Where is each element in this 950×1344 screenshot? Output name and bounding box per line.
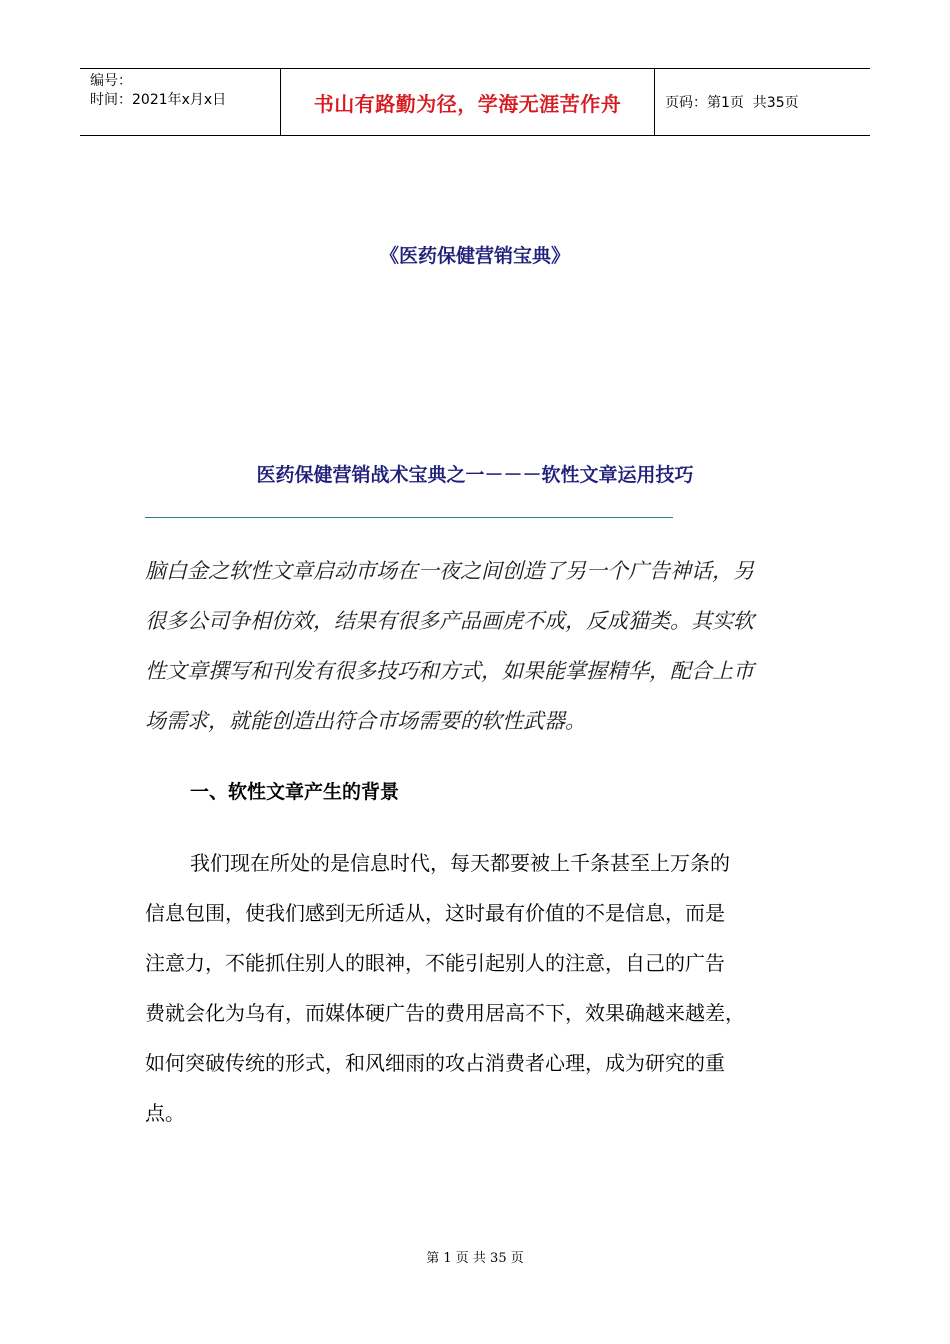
title-underline [145, 517, 673, 518]
header-page-cell [655, 69, 870, 135]
intro-paragraph [145, 546, 805, 746]
header-motto-cell [281, 69, 655, 135]
page-info: 页码：第1页 共35页 [665, 95, 799, 111]
body-paragraph [145, 838, 810, 1138]
body-line: 如何突破传统的形式，和风细雨的攻占消费者心理，成为研究的重 [145, 1051, 725, 1075]
motto-text: 书山有路勤为径，学海无涯苦作舟 [313, 91, 622, 116]
body-line: 注意力，不能抓住别人的眼神，不能引起别人的注意，自己的广告 [145, 951, 725, 975]
header-meta-cell [80, 69, 281, 135]
intro-line: 脑白金之软性文章启动市场在一夜之间创造了另一个广告神话，另 [145, 559, 754, 583]
section-heading: 一、软性文章产生的背景 [190, 781, 400, 803]
body-line: 信息包围，使我们感到无所适从，这时最有价值的不是信息，而是 [145, 901, 725, 925]
intro-line: 场需求，就能创造出符合市场需要的软性武器。 [145, 709, 586, 733]
chapter-title: 医药保健营销战术宝典之一－－－软性文章运用技巧 [256, 464, 694, 486]
body-line: 我们现在所处的是信息时代，每天都要被上千条甚至上万条的 [190, 851, 730, 875]
document-header [80, 68, 870, 136]
book-title: 《医药保健营销宝典》 [379, 245, 570, 267]
intro-line: 性文章撰写和刊发有很多技巧和方式，如果能掌握精华，配合上市 [145, 659, 754, 683]
intro-line: 很多公司争相仿效，结果有很多产品画虎不成，反成猫类。其实软 [145, 609, 754, 633]
body-line: 费就会化为乌有，而媒体硬广告的费用居高不下，效果确越来越差， [145, 1001, 745, 1025]
date-label: 时间：2021年x月x日 [90, 92, 227, 108]
serial-label: 编号： [90, 73, 132, 89]
page-footer: 第 1 页 共 35 页 [426, 1251, 524, 1266]
body-line: 点。 [145, 1101, 185, 1125]
